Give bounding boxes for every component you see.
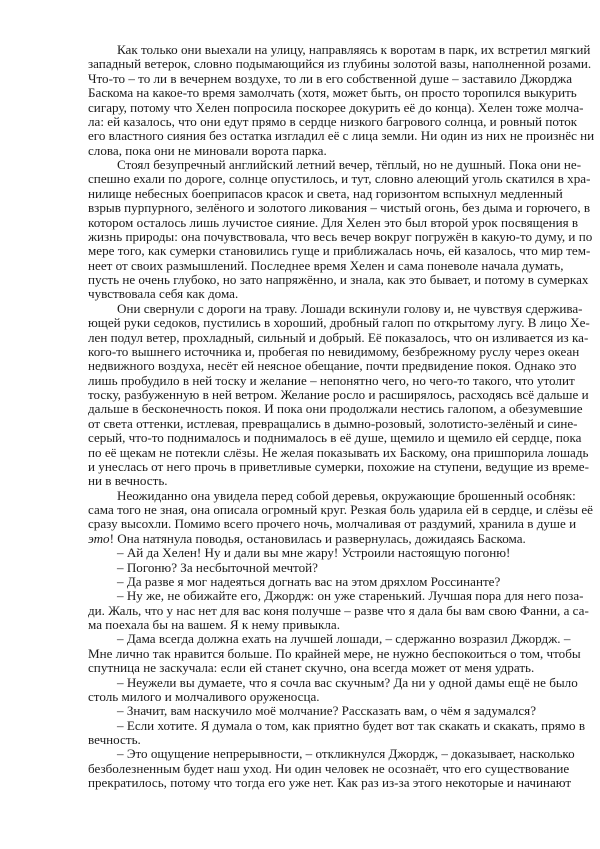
paragraph [88,704,540,718]
text-line: недвижного воздуха, несёт ей неясное обещание, почти предвидение покоя. Однако это [88,358,577,374]
text-line: чувствовала себя как дома. [88,286,239,302]
text-line: лишь пробудило в ней тоску и желание – непонятно чего, но чего-то такого, что утолит [88,372,575,388]
text-line: Мне лично так нравится больше. По крайней мере, не нужно беспокоиться о том, чтобы [88,645,581,661]
text-line: жизнь природы: она почувствовала, что весь вечер вокруг погружён в какую-то думу, и по [88,228,593,244]
paragraph [88,746,575,791]
paragraph [88,487,593,547]
paragraph [88,717,586,748]
text-line: – Если хотите. Я думала о том, как приятно будет вот так скакать и скакать, прямо в [117,717,586,733]
paragraph [88,588,589,632]
paragraph [88,575,540,589]
text-line: Баскома на какое-то время замолчать (хотя, может быть, он просто торопился выкурить [88,85,577,101]
text-line: спешно ехали по дороге, солнце опустилось, и тут, словно алеющий уголь скатился в хра- [88,171,591,187]
text-line: ни в вечность. [88,473,168,489]
text-line: мере того, как сумерки становились гуще и приближалась ночь, ей казалось, что мир тем- [88,243,591,259]
text-line: западный ветерок, словно подымающийся из глубины золотой вазы, наполненной розами. [88,56,592,72]
text-line: от света оттенки, истлевая, превращались в дымно-розовый, золотисто-зелёный и сине- [88,415,578,431]
paragraph [88,631,581,676]
text-line: безболезненным будет наш уход. Ни один человек не осознаёт, что его существование [88,760,570,776]
document-page [88,42,595,791]
text-line: ди. Жаль, что у нас нет для вас коня получше – разве что я дала бы вам свою Фанни, а са- [88,602,589,618]
text-line: Как только они выехали на улицу, направляясь к воротам в парк, их встретил мягкий [117,42,591,57]
text-line: кого-то вышнего источника и, пробегая по невидимому, безбрежному руслу через океан [88,343,580,359]
paragraph [88,546,540,560]
text-line: прекратилось, потому что тогда его уже нет. Как раз из-за этого некоторые и начинают [88,775,572,791]
text-line: спутница не заскучала: если ей станет скучно, она всегда может от меня удрать. [88,660,535,676]
italic-word: это [88,530,110,546]
text-line: взрыв пурпурного, зелёного и золотого ликования – чистый огонь, без дыма и горючего, в [88,200,591,216]
text-line: – Ай да Хелен! Ну и дали вы мне жару! Устроили настоящую погоню! [117,545,511,561]
text-line: Стоял безупречный английский летний вечер, тёплый, но не душный. Пока они не- [117,157,582,172]
paragraph [88,300,590,489]
text-line: вечность. [88,732,141,747]
text-line: серый, что-то поднималось и поднималось в её душе, щемило и щемило ей сердце, пока [88,430,582,446]
text-line: – Значит, вам наскучило моё молчание? Рассказать вам, о чём я задумался? [117,703,537,719]
text-fragment: ! Она натянула поводья, остановилась и развернулась, дожидаясь Баскома. [109,530,526,546]
text-line: ма поехала бы на вашем. Я к нему привыкла. [88,617,341,632]
text-line: Неожиданно она увидела перед собой деревья, окружающие брошенный особняк: [117,487,576,503]
text-line [88,532,540,546]
paragraph [88,42,595,158]
text-line: – Неужели вы думаете, что я сочла вас скучным? Да ни у одной дамы ещё не было [117,674,578,690]
text-line: по её щекам не потекли слёзы. Не желая показывать их Баскому, она пришпорила лошадь [88,444,589,460]
text-line: слова, пока они не миновали ворота парка. [88,142,327,158]
text-line: лен подул ветер, прохладный, сильный и добрый. Её показалось, что он изливается из ка- [88,329,589,345]
text-line: – Ну же, не обижайте его, Джордж: он уже старенький. Лучшая пора для него поза- [117,588,584,604]
text-line: сама того не зная, она описала огромный круг. Резкая боль ударила ей в сердце, и слёзы её [88,502,593,517]
text-line: сигару, потому что Хелен попросила поскорее докурить её до конца). Хелен тоже молча- [88,99,584,115]
text-line: ла: ей казалось, что они едут прямо в сердце низкого багрового солнца, и ровный поток [88,113,578,129]
text-line: неет от своих размышлений. Последнее время Хелен и сама поневоле начала думать, [88,257,564,273]
text-line: нилище небесных боеприпасов красок и света, над горизонтом вспыхнул медленный [88,185,563,201]
text-line: – Дама всегда должна ехать на лучшей лошади, – сдержанно возразил Джордж. – [117,631,571,647]
text-line: его властного сияния без остатка изгладил её с лица земли. Ни один из них не произнёс ни [88,128,595,144]
paragraph [88,157,593,302]
text-line: – Погоню? За несбыточной мечтой? [117,559,318,575]
text-line: ющей руки седоков, пустились в хороший, дробный галоп по открытому лугу. В лицо Хе- [88,315,590,331]
text-line: тоску, разбуженную в ней ветром. Желание росло и расширялось, расходясь всё дальше и [88,387,589,402]
text-line: котором осталось лишь лучистое сияние. Для Хелен это был второй урок посвящения в [88,214,579,230]
text-line: сразу высохли. Помимо всего прочего ночь, молчаливая от раздумий, хранила в душе и [88,516,577,532]
text-line: Они свернули с дороги на траву. Лошади вскинули голову и, не чувствуя сдержива- [117,300,583,316]
text-line: и унеслась от него прочь в приветливые сумерки, похожие на ступени, ведущие из време- [88,458,589,474]
text-line: – Это ощущение непрерывности, – откликнулся Джордж, – доказывает, насколько [117,746,575,762]
text-line: – Да разве я мог надеяться догнать вас на этом дряхлом Россинанте? [117,573,501,589]
text-line: Что-то – то ли в вечернем воздухе, то ли в его собственной душе – заставило Джорджа [88,70,573,86]
paragraph [88,674,578,705]
text-line: пусть не очень глубоко, но зато напряжённо, и знала, как это бывает, и потому в сумерках [88,272,589,287]
paragraph [88,561,540,575]
text-line: столь милого и молчаливого оруженосца. [88,688,320,704]
text-line: дальше в бесконечность покоя. И пока они продолжали нестись галопом, а обезумевшие [88,401,583,417]
